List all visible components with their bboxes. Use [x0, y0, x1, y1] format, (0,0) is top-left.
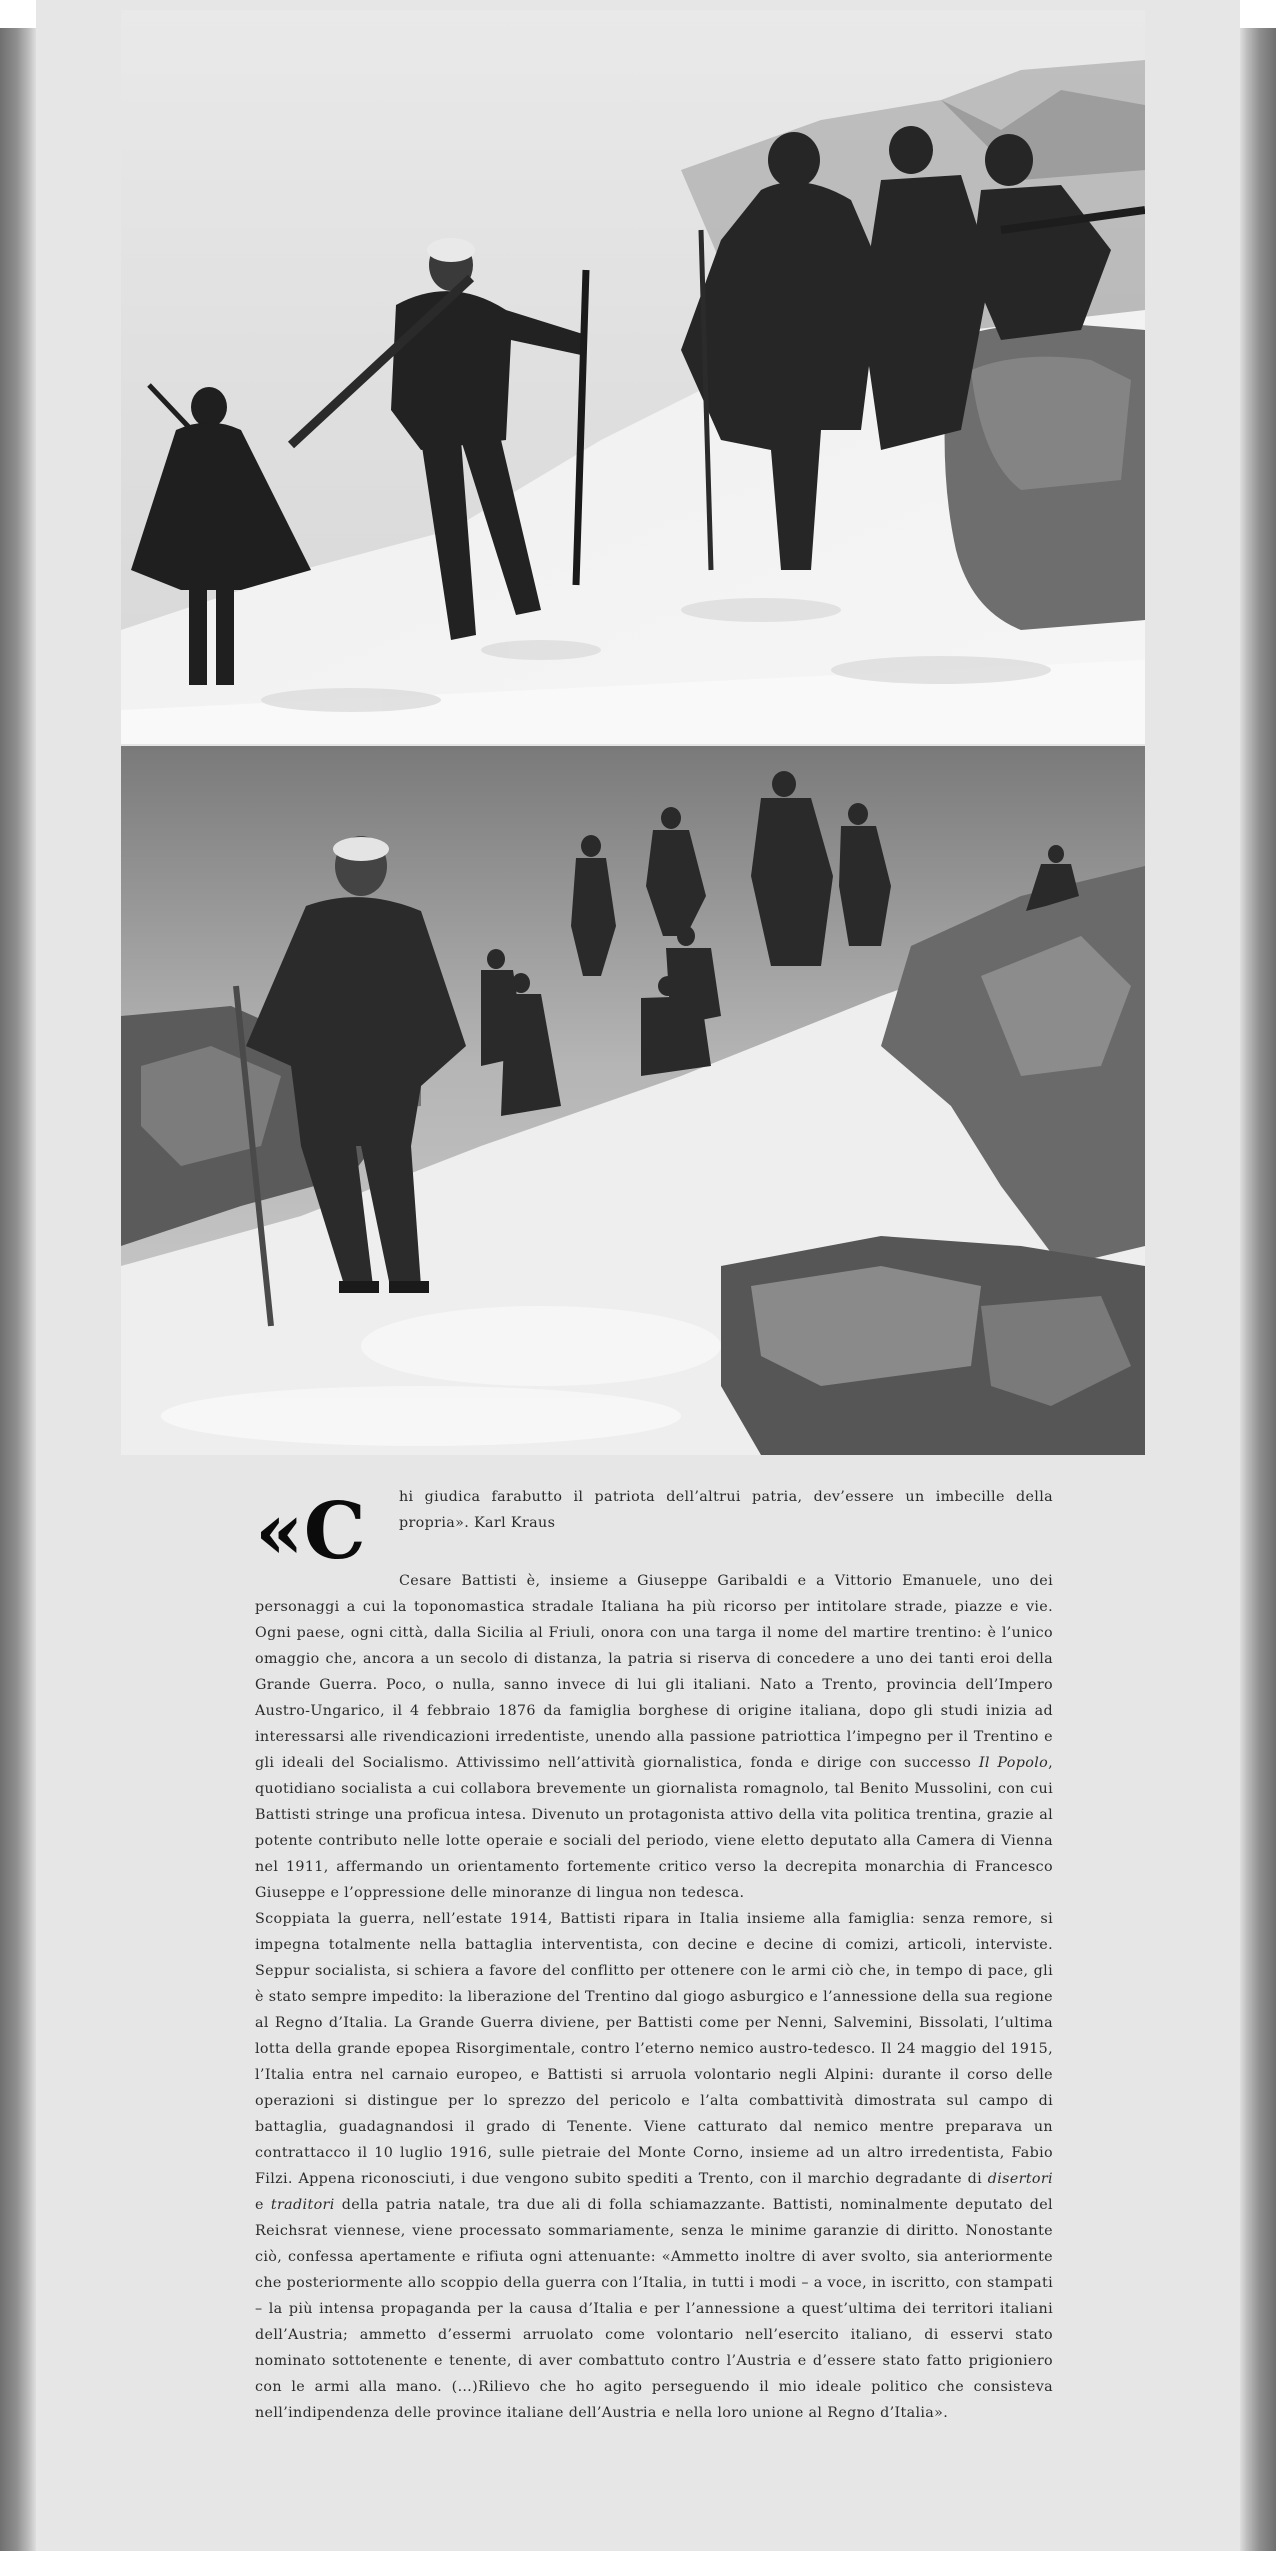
opening-quote — [399, 1484, 1053, 1536]
drop-cap: «C — [255, 1486, 366, 1577]
paragraph-1-text-a: Cesare Battisti è, insieme a Giuseppe Garibaldi e a Vittorio Emanuele, uno dei personaggi a cui la toponomastica stradale Italiana ha più ricorso per intitolare strade, piazze e vie. Ogni paese, ogni città, dalla Sicilia al Friuli, onora con una targa il nome del martire trentino: è l’unico omaggio che, ancora a un secolo di distanza, la patria si riserva di concedere a uno dei tanti eroi della Grande Guerra. Poco, o nulla, sanno invece di lui gli italiani. Nato a Trento, provincia dell’Impero Austro-Ungarico, il 4 febbraio 1876 da famiglia borghese di origine italiana, dopo gli studi inizia ad interessarsi alle rivendicazioni irredentiste, unendo alla passione patriottica l’impegno per il Trentino e gli ideali del Socialismo. Attivissimo nell’attività giornalistica, fonda e dirige con successo — [255, 1573, 1053, 1771]
photo-troops-rocky-ridge-graphic — [121, 746, 1145, 1455]
photo-soldiers-snow-ascent-graphic — [121, 10, 1145, 744]
quote-author: Karl Kraus — [474, 1515, 556, 1531]
paragraph-2-text-b: della patria natale, tra due ali di folla schiamazzante. Battisti, nominalmente deputato del Reichsrat viennese, viene processato sommariamente, senza le minime garanzie di diritto. Nonostante ciò, confessa apertamente e rifiuta ogni attenuante: «Ammetto inoltre di aver svolto, sia anteriormente che posteriormente allo scoppio della guerra con l’Italia, in tutti i modi – a voce, in iscritto, con stampati – la più intensa propaganda per la causa d’Italia e per l’annessione a quest’ultima dei territori italiani dell’Austria; ammetto d’essermi arruolato come volontario nell’esercito italiano, di esservi stato nominato sottotenente e tenente, di aver combattuto contro l’Austria e d’essere stato fatto prigioniero con le armi alla mano. (…)Rilievo che ho agito perseguendo il mio ideale politico che consisteva nell’indipendenza delle province italiane dell’Austria e nella loro unione al Regno d’Italia». — [255, 2197, 1053, 2421]
term-disertori: disertori — [987, 2171, 1053, 2187]
article-intro — [255, 1484, 1053, 1577]
article-paragraph-1 — [255, 1568, 1053, 1906]
photo-soldiers-snow-ascent — [121, 10, 1145, 744]
paragraph-1-text-b: , quotidiano socialista a cui collabora brevemente un giornalista romagnolo, tal Benito Mussolini, con cui Battisti stringe una proficua intesa. Divenuto un protagonista attivo della vita politica trentina, grazie al potente contributo nelle lotte operaie e sociali del periodo, viene eletto deputato alla Camera di Vienna nel 1911, affermando un orientamento fortemente critico verso la decrepita monarchia di Francesco Giuseppe e l’oppressione delle minoranze di lingua non tedesca. — [255, 1755, 1053, 1901]
article-body — [255, 1484, 1053, 2426]
photo-troops-rocky-ridge — [121, 746, 1145, 1455]
newspaper-title: Il Popolo — [978, 1755, 1049, 1771]
paragraph-2-conjunction: e — [255, 2197, 271, 2213]
page-shadow-left — [0, 28, 36, 2551]
paragraph-2-text-a: Scoppiata la guerra, nell’estate 1914, Battisti ripara in Italia insieme alla famiglia: senza remore, si impegna totalmente nella battaglia interventista, con decine e decine di comizi, articoli, interviste. Seppur socialista, si schiera a favore del conflitto per ottenere con le armi ciò che, in tempo di pace, gli è stato sempre impedito: la liberazione del Trentino dal giogo asburgico e l’annessione della sua regione al Regno d’Italia. La Grande Guerra diviene, per Battisti come per Nenni, Salvemini, Bissolati, l’ultima lotta della grande epopea Risorgimentale, contro l’eterno nemico austro-tedesco. Il 24 maggio del 1915, l’Italia entra nel carnaio europeo, e Battisti si arruola volontario negli Alpini: durante il corso delle operazioni si distingue per lo sprezzo del pericolo e l’alta combattività dimostrata sul campo di battaglia, guadagnandosi il grado di Tenente. Viene catturato dal nemico mentre preparava un contrattacco il 10 luglio 1916, sulle pietraie del Monte Corno, insieme ad un altro irredentista, Fabio Filzi. Appena riconosciuti, i due vengono subito spediti a Trento, con il marchio degradante di — [255, 1911, 1053, 2187]
term-traditori: traditori — [270, 2197, 335, 2213]
magazine-page — [36, 0, 1240, 2551]
quote-text: hi giudica farabutto il patriota dell’altrui patria, dev’essere un imbecille della propria». — [399, 1489, 1053, 1531]
article-paragraph-2 — [255, 1906, 1053, 2426]
page-shadow-right — [1240, 28, 1276, 2551]
